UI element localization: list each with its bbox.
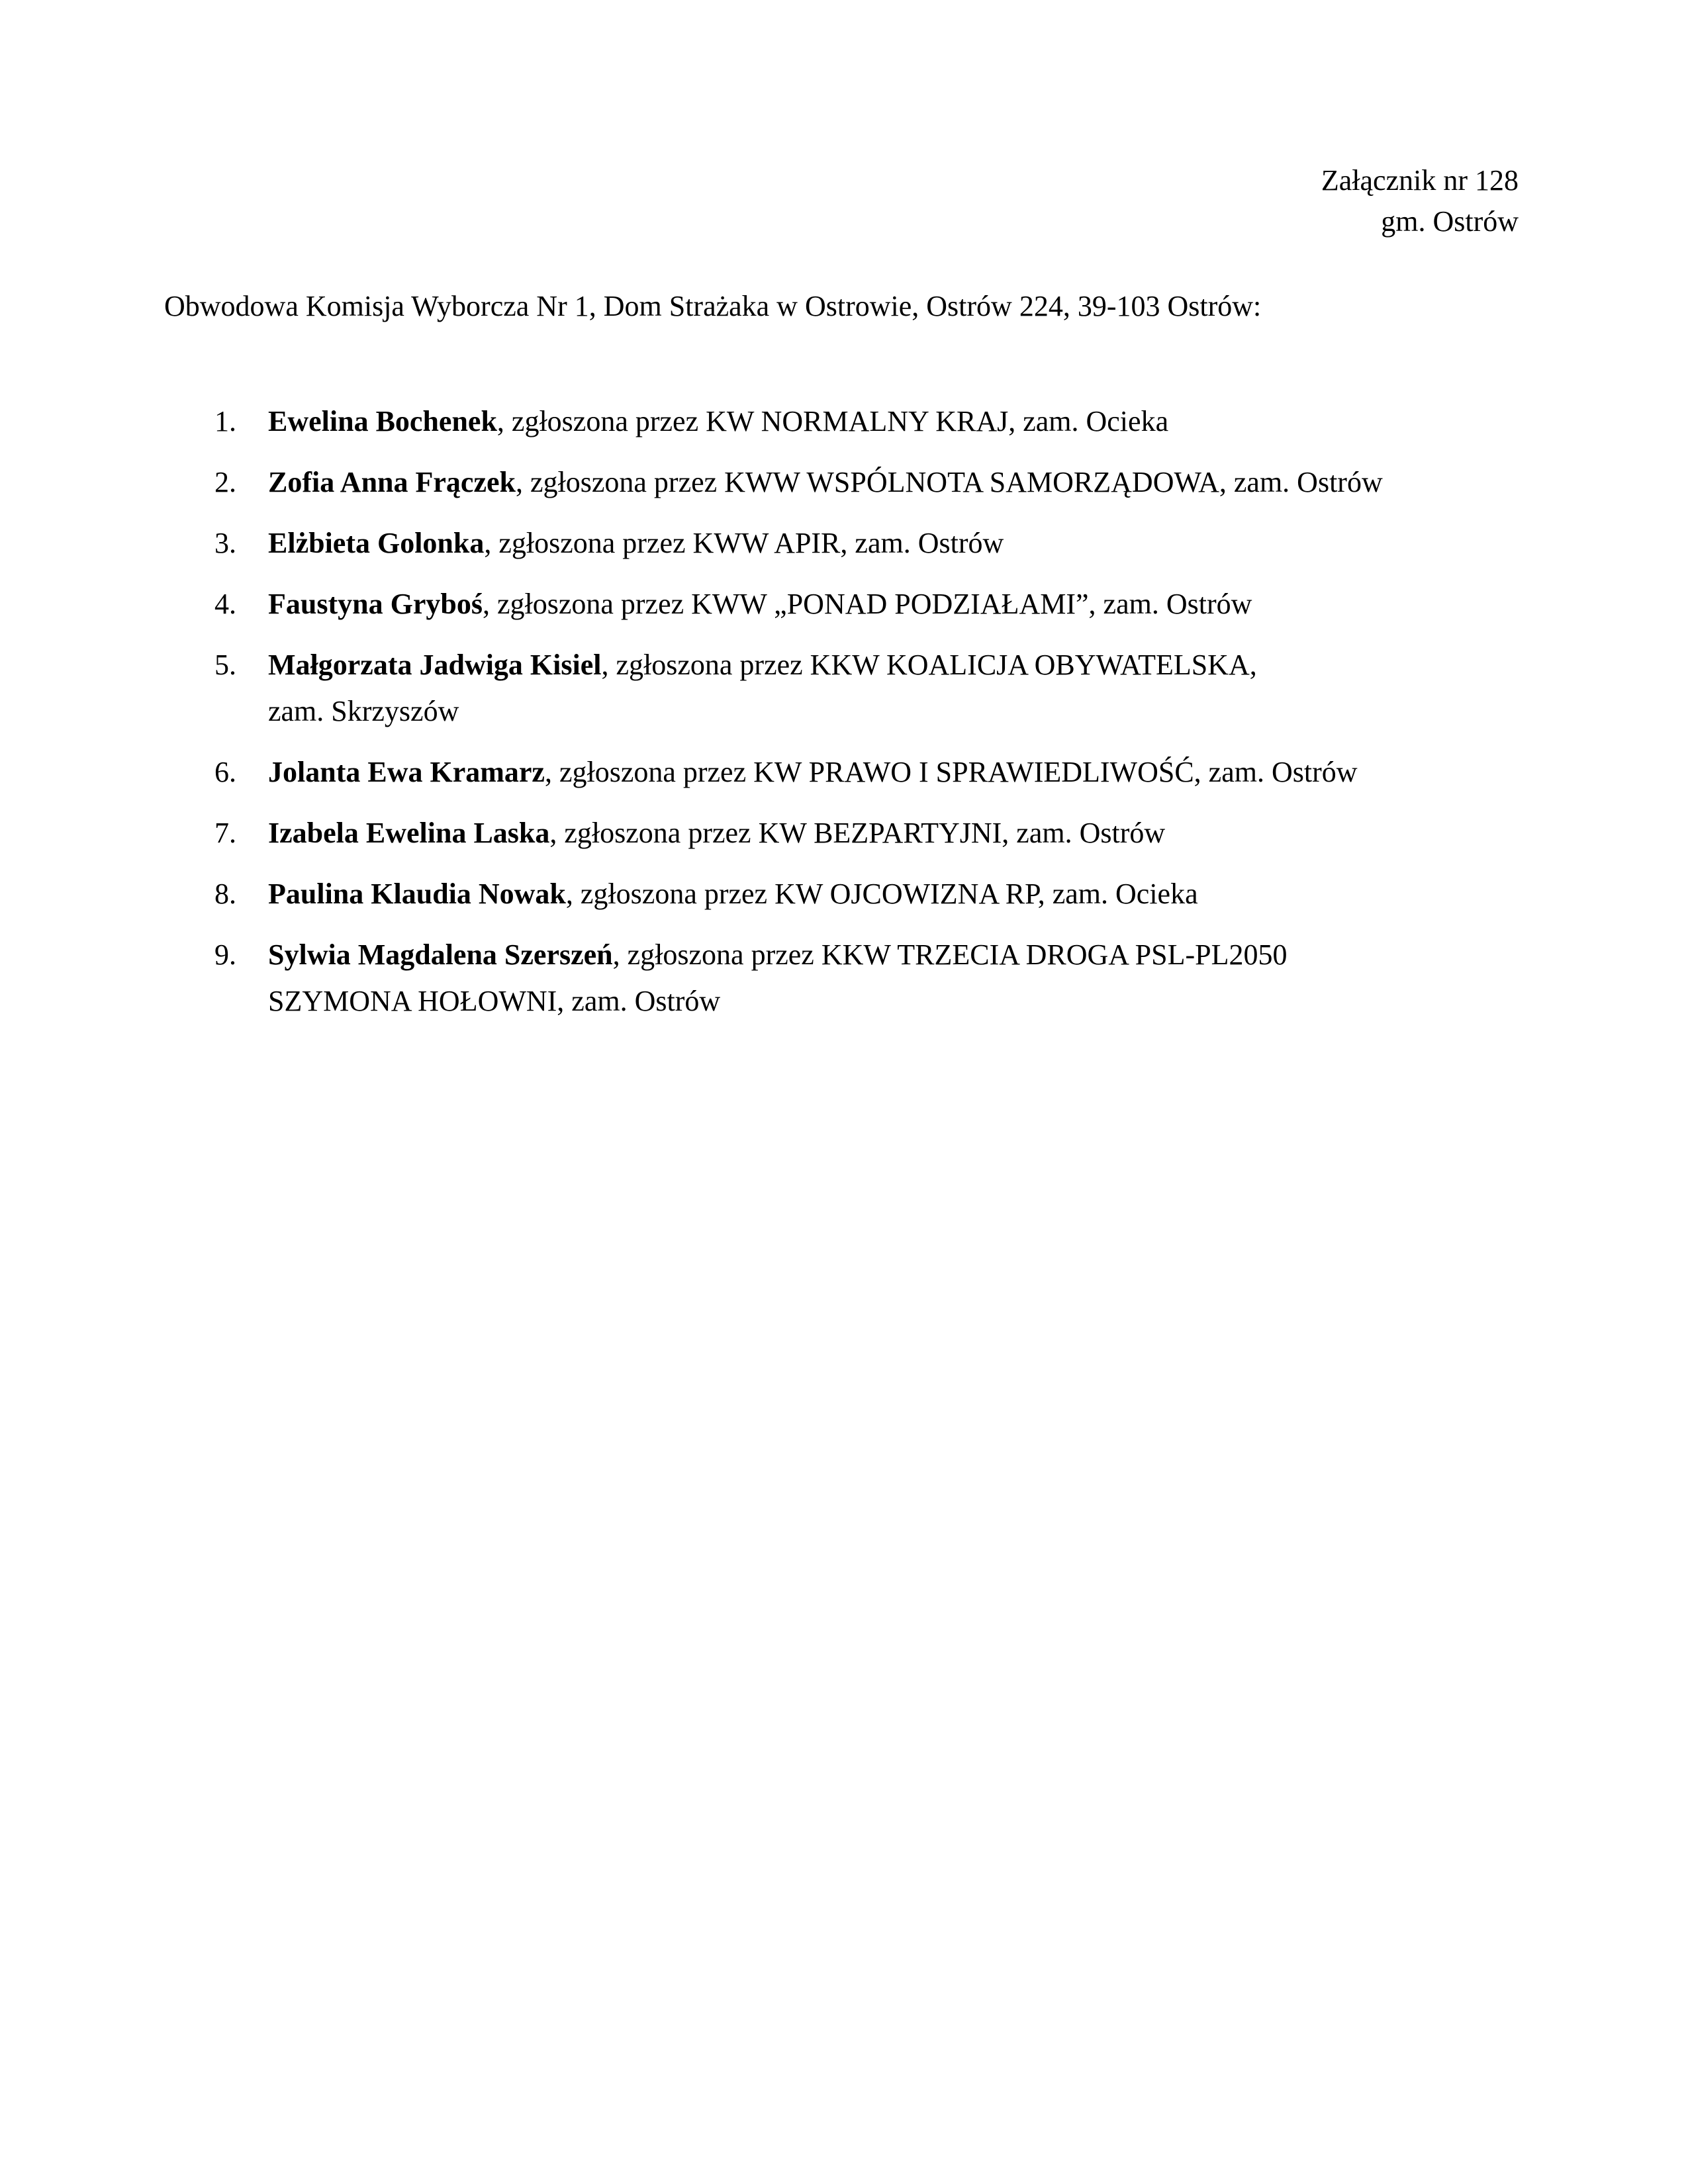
list-item-number: 2. (214, 466, 236, 498)
document-header (1321, 160, 1519, 242)
member-name: Ewelina Bochenek (268, 405, 497, 437)
member-name: Izabela Ewelina Laska (268, 817, 550, 849)
list-item-number: 4. (214, 588, 236, 620)
list-item-text (268, 642, 1493, 735)
list-item (0, 459, 1688, 506)
list-item-text (268, 520, 1493, 567)
list-item (0, 932, 1688, 1024)
list-item-text (268, 810, 1493, 856)
list-item (0, 749, 1688, 796)
list-item (0, 810, 1688, 856)
list-item-text (268, 871, 1493, 917)
list-item-number: 7. (214, 817, 236, 849)
member-name: Jolanta Ewa Kramarz (268, 756, 545, 788)
list-item (0, 398, 1688, 445)
list-item (0, 871, 1688, 917)
member-details: , zgłoszona przez KKW TRZECIA DROGA PSL-PL2050 (612, 938, 1288, 971)
municipality-name: gm. Ostrów (1381, 205, 1519, 238)
attachment-number: Załącznik nr 128 (1321, 164, 1519, 197)
member-name: Elżbieta Golonka (268, 527, 485, 559)
member-name: Sylwia Magdalena Szerszeń (268, 938, 613, 971)
member-details: , zgłoszona przez KWW „PONAD PODZIAŁAMI”, zam. Ostrów (482, 588, 1252, 620)
member-details: , zgłoszona przez KW PRAWO I SPRAWIEDLIWOŚĆ, zam. Ostrów (544, 756, 1358, 788)
list-item (0, 520, 1688, 567)
list-item-text (268, 749, 1493, 796)
member-details: , zgłoszona przez KW BEZPARTYJNI, zam. Ostrów (549, 817, 1166, 849)
list-item-text (268, 459, 1493, 506)
member-details: , zgłoszona przez KWW APIR, zam. Ostrów (484, 527, 1004, 559)
member-details: , zgłoszona przez KW NORMALNY KRAJ, zam. Ocieka (496, 405, 1169, 437)
list-item-text (268, 932, 1493, 1024)
list-item-text (268, 581, 1493, 627)
member-list (0, 398, 1688, 1039)
member-details: , zgłoszona przez KKW KOALICJA OBYWATELSKA, (601, 649, 1257, 681)
member-name: Paulina Klaudia Nowak (268, 878, 566, 910)
list-item (0, 642, 1688, 735)
member-details-continued: zam. Skrzyszów (268, 695, 459, 727)
commission-title: Obwodowa Komisja Wyborcza Nr 1, Dom Strażaka w Ostrowie, Ostrów 224, 39-103 Ostrów: (164, 290, 1262, 322)
list-item-number: 8. (214, 878, 236, 910)
member-name: Faustyna Gryboś (268, 588, 483, 620)
member-details: , zgłoszona przez KW OJCOWIZNA RP, zam. Ocieka (565, 878, 1198, 910)
list-item-number: 9. (214, 938, 236, 971)
member-details-continued: SZYMONA HOŁOWNI, zam. Ostrów (268, 985, 721, 1017)
list-item-number: 5. (214, 649, 236, 681)
list-item (0, 581, 1688, 627)
list-item-number: 6. (214, 756, 236, 788)
member-details: , zgłoszona przez KWW WSPÓLNOTA SAMORZĄDOWA, zam. Ostrów (515, 466, 1383, 498)
list-item-number: 3. (214, 527, 236, 559)
member-name: Małgorzata Jadwiga Kisiel (268, 649, 602, 681)
list-item-text (268, 398, 1493, 445)
list-item-number: 1. (214, 405, 236, 437)
member-name: Zofia Anna Frączek (268, 466, 516, 498)
